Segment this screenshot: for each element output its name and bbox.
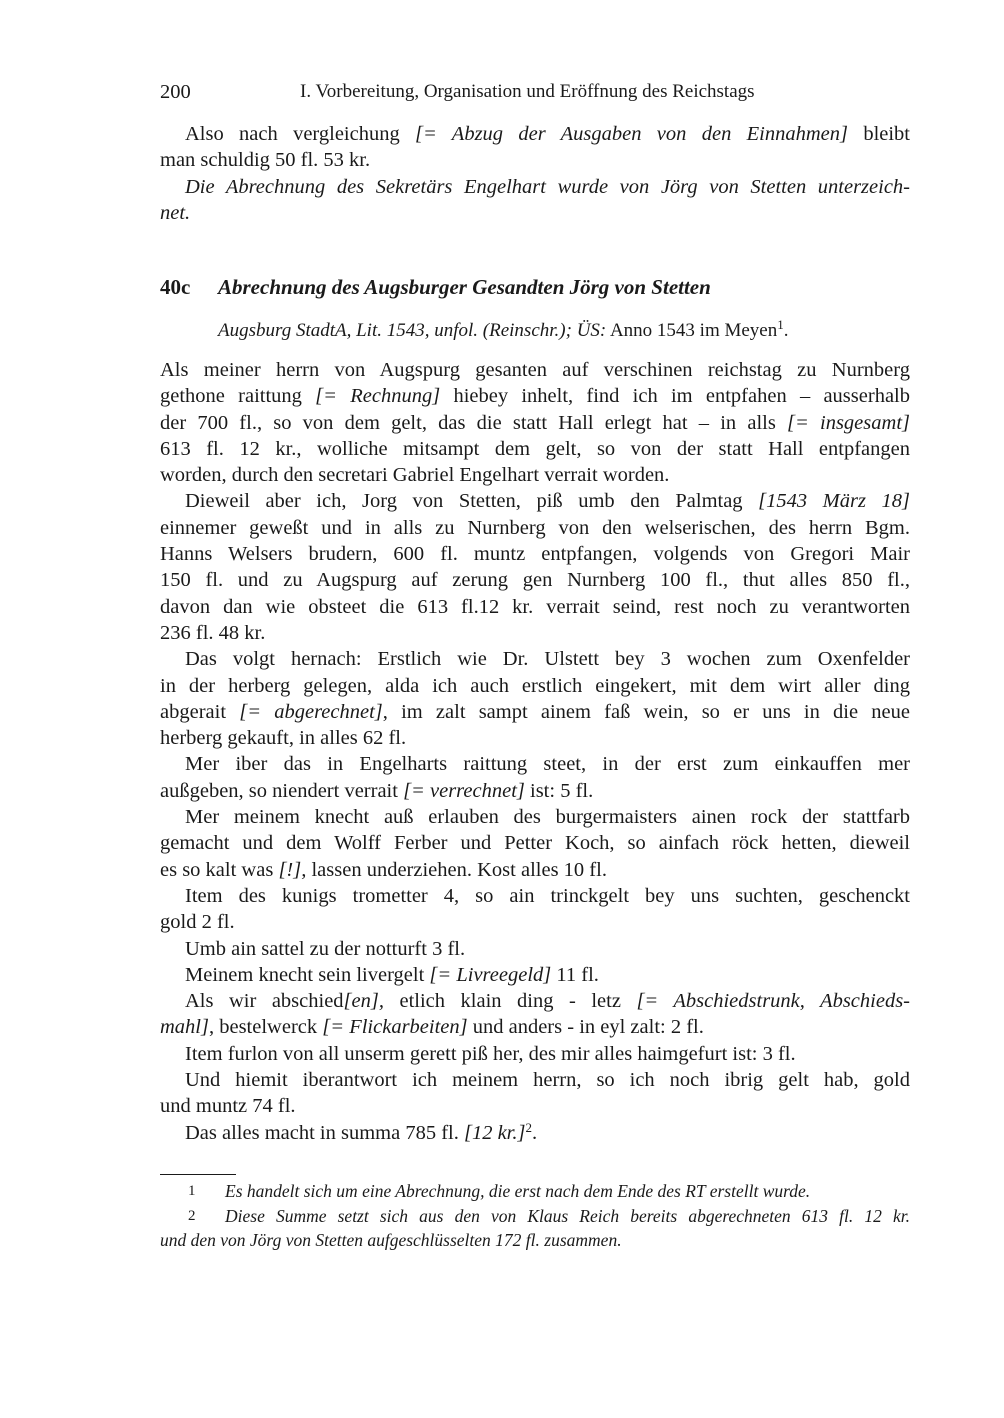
text-segment: Item furlon von all unserm gerett piß her, des mir alles haimgefurt ist: 3 fl. xyxy=(185,1042,796,1065)
text-segment: ist: 5 fl. xyxy=(524,779,594,802)
text-line xyxy=(160,1014,910,1040)
section-heading xyxy=(160,273,711,301)
text-segment: Mer meinem knecht auß erlauben des burgermaisters ainen rock der stattfarb xyxy=(185,806,910,829)
text-segment: Mer iber das in Engelharts raittung steet, in der erst zum einkauffen mer xyxy=(185,753,910,776)
source-citation xyxy=(218,318,789,344)
source-date: Anno 1543 im Meyen xyxy=(606,320,778,341)
text-segment: 236 fl. 48 kr. xyxy=(160,621,266,644)
text-segment: , bestelwerck xyxy=(208,1016,323,1039)
paragraph xyxy=(160,488,910,646)
footnote-text: und den von Jörg von Stetten aufgeschlüsselten 172 fl. zusammen. xyxy=(160,1230,622,1250)
text-line xyxy=(160,515,910,541)
footnote-ref: 1 xyxy=(777,317,784,332)
text-line xyxy=(160,488,910,514)
text-segment: Das volgt hernach: Erstlich wie Dr. Ulstett bey 3 wochen zum Oxenfelder xyxy=(185,648,910,671)
text-line xyxy=(160,541,910,567)
text-line xyxy=(160,410,910,436)
text-line xyxy=(160,988,910,1014)
text-segment: Als meiner herrn von Augspurg gesanten auf verschinen reichstag zu Nurnberg xyxy=(160,359,910,381)
text-segment: Hanns Welsers brudern, 600 fl. muntz entpfangen, volgends von Gregori Mair xyxy=(160,543,910,566)
text-line xyxy=(160,778,910,804)
footnote-mark: 2 xyxy=(188,1207,196,1224)
text-line xyxy=(160,594,910,620)
text-segment: Das alles macht in summa 785 fl. xyxy=(185,1121,464,1144)
text-line xyxy=(160,725,910,751)
text-line xyxy=(160,462,910,488)
text-segment: einnemer geweßt und in alls zu Nurnberg von den welserischen, des herrn Bgm. xyxy=(160,516,910,539)
text-segment: Umb ain sattel zu der notturft 3 fl. xyxy=(185,937,466,960)
text-segment: außgeben, so niendert verrait xyxy=(160,779,404,802)
text-segment: abgerait xyxy=(160,700,240,723)
text-line xyxy=(160,357,910,383)
document-body xyxy=(160,357,910,1146)
text-line xyxy=(160,174,910,200)
text-segment: Item des kunigs trometter 4, so ain trinckgelt bey uns suchten, geschenckt xyxy=(185,884,910,907)
running-header xyxy=(160,79,910,105)
footnote-text: Diese Summe setzt sich aus den von Klaus Reich bereits abgerechneten 613 fl. 12 kr. xyxy=(225,1205,910,1226)
text-segment: worden, durch den secretari Gabriel Engelhart verrait worden. xyxy=(160,464,670,487)
text-line xyxy=(160,936,910,962)
text-segment: Als wir abschied xyxy=(185,990,344,1013)
text-line xyxy=(160,646,910,672)
text-line xyxy=(160,1067,910,1093)
footnote-mark: 1 xyxy=(188,1183,196,1199)
editorial-note: [= Rechnung] xyxy=(315,385,441,408)
text-line xyxy=(160,909,910,935)
text-line xyxy=(160,200,910,226)
editorial-note: mahl] xyxy=(160,1016,209,1039)
section-title: Abrechnung des Augsburger Gesandten Jörg von Stetten xyxy=(218,275,711,299)
text-segment: in der herberg gelegen, alda ich auch erstlich eingekert, mit dem wirt aller ding xyxy=(160,674,910,697)
paragraph xyxy=(160,357,910,488)
paragraph xyxy=(160,751,910,804)
paragraph xyxy=(160,936,910,962)
paragraph xyxy=(160,121,910,174)
editorial-note: Die Abrechnung des Sekretärs Engelhart wurde von Jörg von Stetten unterzeich- xyxy=(185,175,910,198)
editorial-note: [en], xyxy=(343,990,384,1013)
footnotes xyxy=(160,1179,910,1253)
footnote xyxy=(160,1179,910,1204)
editorial-note: [= verrechnet] xyxy=(403,779,525,802)
editorial-note: [= Flickarbeiten] xyxy=(322,1016,468,1039)
text-segment: gethone raittung xyxy=(160,385,316,408)
footnote xyxy=(160,1204,910,1229)
footnote-divider xyxy=(160,1174,236,1175)
text-segment: und muntz 74 fl. xyxy=(160,1095,296,1118)
text-line xyxy=(160,1041,910,1067)
editorial-note: [= insgesamt] xyxy=(787,411,910,434)
text-segment: hiebey inhelt, find ich im entpfahen – ausserhalb xyxy=(440,385,910,408)
text-segment: . xyxy=(532,1121,538,1144)
text-line xyxy=(160,699,910,725)
source-archive: Augsburg StadtA, Lit. 1543, unfol. (Reinschr.); ÜS: xyxy=(218,320,607,341)
text-line xyxy=(160,883,910,909)
text-segment: man schuldig 50 fl. 53 kr. xyxy=(160,149,371,172)
page-number: 200 xyxy=(160,81,191,103)
text-segment: gold 2 fl. xyxy=(160,911,235,934)
text-segment: , im zalt sampt ainem faß wein, so er uns in die neue xyxy=(382,700,910,723)
text-segment: Dieweil aber ich, Jorg von Stetten, piß umb den Palmtag xyxy=(185,490,759,513)
text-segment: gemacht und dem Wolff Ferber und Petter Koch, so ainfach röck hetten, dieweil xyxy=(160,832,910,855)
paragraph xyxy=(160,174,910,227)
paragraph xyxy=(160,804,910,883)
paragraph xyxy=(160,962,910,988)
text-segment: 11 fl. xyxy=(551,963,599,986)
text-segment: 150 fl. und zu Augspurg auf zerung gen Nurnberg 100 fl., thut alles 850 fl., xyxy=(160,569,910,592)
text-segment: bleibt xyxy=(848,123,911,145)
text-segment: herberg gekauft, in alles 62 fl. xyxy=(160,727,407,750)
editorial-note: [!], xyxy=(278,858,307,881)
editorial-note: [12 kr.] xyxy=(463,1121,526,1144)
paragraph xyxy=(160,1120,910,1146)
text-line xyxy=(160,567,910,593)
section-number: 40c xyxy=(160,275,191,299)
text-line xyxy=(160,857,910,883)
editorial-note: [= abgerechnet] xyxy=(239,700,383,723)
text-line xyxy=(160,1120,910,1146)
paragraph xyxy=(160,646,910,751)
text-segment: und anders - in eyl zalt: 2 fl. xyxy=(467,1016,704,1039)
editorial-note: [= Abzug der Ausgaben von den Einnahmen] xyxy=(415,123,848,145)
footnote xyxy=(160,1228,910,1253)
footnote-text: Es handelt sich um eine Abrechnung, die erst nach dem Ende des RT erstellt wurde. xyxy=(225,1181,811,1201)
text-line xyxy=(160,121,910,147)
editorial-note: net. xyxy=(160,201,191,224)
text-line xyxy=(160,804,910,830)
footnote-ref: 2 xyxy=(525,1119,532,1135)
text-line xyxy=(160,1093,910,1119)
paragraph xyxy=(160,988,910,1041)
running-title: I. Vorbereitung, Organisation und Eröffnung des Reichstags xyxy=(300,81,755,102)
paragraph xyxy=(160,1067,910,1120)
text-segment: der 700 fl., so von dem gelt, das die statt Hall erlegt hat – in alls xyxy=(160,411,788,434)
editorial-note: [= Abschiedstrunk, Abschieds- xyxy=(636,990,910,1013)
source-end: . xyxy=(783,320,789,341)
editorial-note: [= Livreegeld] xyxy=(429,963,552,986)
paragraph xyxy=(160,1041,910,1067)
paragraph xyxy=(160,883,910,936)
text-segment: davon dan wie obsteet die 613 fl.12 kr. verrait seind, rest noch zu verantworten xyxy=(160,595,910,618)
preceding-text xyxy=(160,121,910,226)
text-segment: lassen underziehen. Kost alles 10 fl. xyxy=(306,858,607,881)
text-line xyxy=(160,620,910,646)
text-segment: etlich klain ding - letz xyxy=(383,990,637,1013)
text-line xyxy=(160,673,910,699)
text-line xyxy=(160,436,910,462)
text-segment: Meinem knecht sein livergelt xyxy=(185,963,430,986)
text-line xyxy=(160,962,910,988)
text-segment: Also nach vergleichung xyxy=(185,123,416,145)
text-segment: es so kalt was xyxy=(160,858,279,881)
text-line xyxy=(160,751,910,777)
text-segment: 613 fl. 12 kr., wolliche mitsampt dem gelt, so von der statt Hall entpfangen xyxy=(160,437,910,460)
text-line xyxy=(160,830,910,856)
text-line xyxy=(160,147,910,173)
text-segment: Und hiemit iberantwort ich meinem herrn, so ich noch ibrig gelt hab, gold xyxy=(185,1069,910,1092)
editorial-note: [1543 März 18] xyxy=(758,490,910,513)
text-line xyxy=(160,383,910,409)
